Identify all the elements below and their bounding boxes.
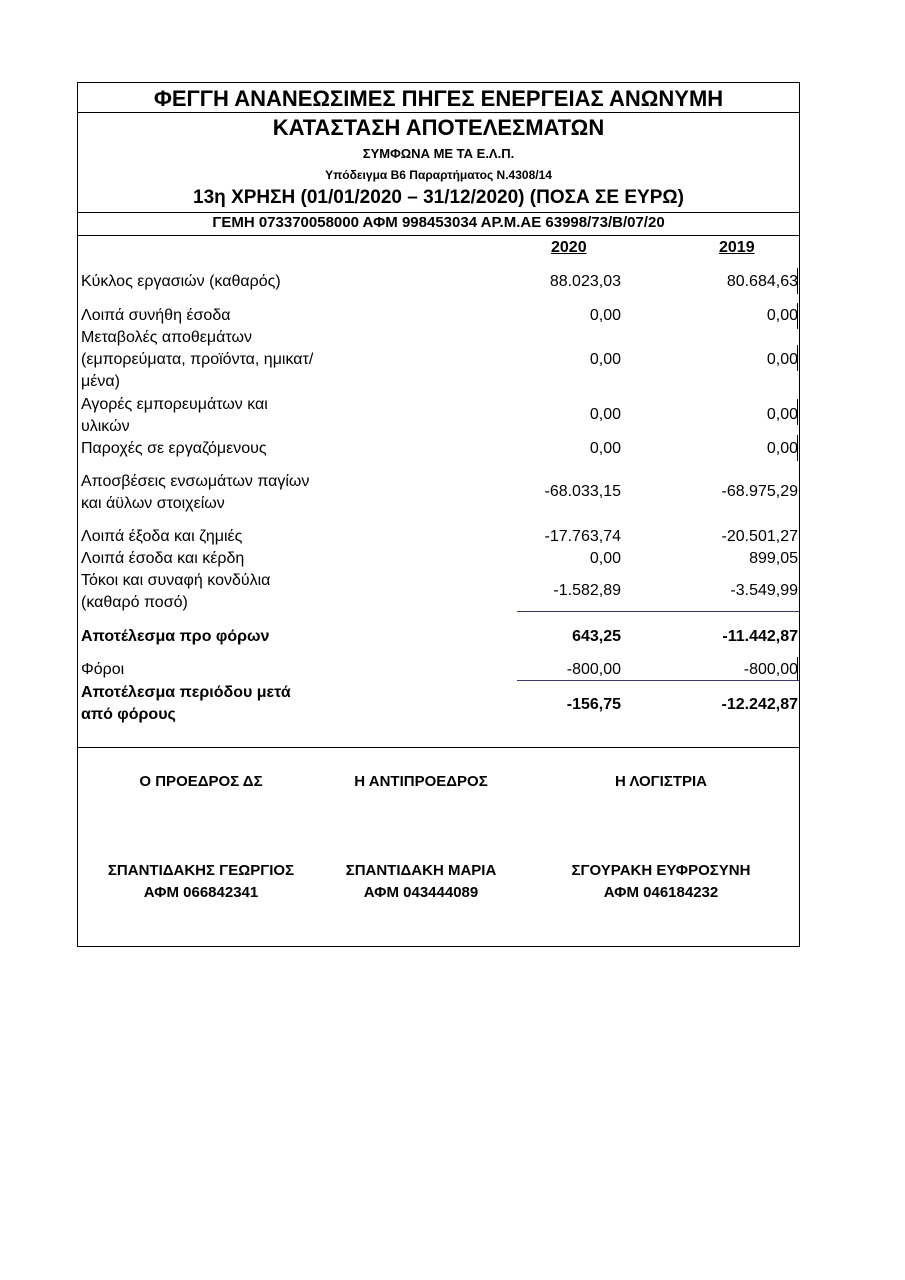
row-value-2020: -68.033,15 xyxy=(544,483,621,500)
row-value-2020: 0,00 xyxy=(589,307,621,324)
row-label: Παροχές σε εργαζόμενους xyxy=(81,440,267,457)
row-value-2019: -20.501,27 xyxy=(721,528,798,545)
cell-border xyxy=(797,399,798,425)
statement-frame xyxy=(77,82,800,947)
signature-name: ΣΠΑΝΤΙΔΑΚΗΣ ΓΕΩΡΓΙΟΣ xyxy=(107,862,295,879)
signature-afm: ΑΦΜ 043444089 xyxy=(363,884,479,901)
signature-afm: ΑΦΜ 046184232 xyxy=(603,884,719,901)
row-value-2020: 88.023,03 xyxy=(549,273,621,290)
row-label: Κύκλος εργασιών (καθαρός) xyxy=(81,273,281,290)
row-label: Λοιπά έξοδα και ζημιές xyxy=(81,528,243,545)
signature-name: ΣΠΑΝΤΙΔΑΚΗ ΜΑΡΙΑ xyxy=(345,862,497,879)
statement-title: ΚΑΤΑΣΤΑΣΗ ΑΠΟΤΕΛΕΣΜΑΤΩΝ xyxy=(272,115,605,140)
cell-border xyxy=(797,303,798,329)
registry-line: ΓΕΜΗ 073370058000 ΑΦΜ 998453034 ΑΡ.Μ.ΑΕ 63998/73/Β/07/20 xyxy=(212,214,665,231)
cell-border xyxy=(797,345,798,371)
row-value-2020: -800,00 xyxy=(566,661,621,678)
column-header-2020: 2020 xyxy=(551,239,587,256)
row-value-2020: 0,00 xyxy=(589,550,621,567)
statement-template-note: Υπόδειγμα Β6 Παραρτήματος Ν.4308/14 xyxy=(325,168,552,182)
row-value-2019: 899,05 xyxy=(749,550,798,567)
row-value-2019: -3.549,99 xyxy=(730,582,798,599)
row-value-2019: 0,00 xyxy=(766,351,798,368)
row-label: Μεταβολές αποθεμάτων (εμπορεύματα, προϊόντα, ημικατ/μένα) xyxy=(81,329,314,390)
row-value-2019: -800,00 xyxy=(743,661,798,678)
row-value-2020: -156,75 xyxy=(566,696,621,713)
row-label: Αποσβέσεις ενσωμάτων παγίων και άϋλων στοιχείων xyxy=(81,473,310,512)
row-label: Αποτέλεσμα προ φόρων xyxy=(81,628,270,645)
row-label: Αποτέλεσμα περιόδου μετά από φόρους xyxy=(81,684,291,723)
row-value-2019: -11.442,87 xyxy=(722,628,798,645)
cell-border xyxy=(797,268,798,294)
divider xyxy=(78,112,799,113)
row-label: Λοιπά έσοδα και κέρδη xyxy=(81,550,245,567)
company-name: ΦΕΓΓΗ ΑΝΑΝΕΩΣΙΜΕΣ ΠΗΓΕΣ ΕΝΕΡΓΕΙΑΣ ΑΝΩΝΥΜΗ xyxy=(153,86,724,111)
divider xyxy=(78,212,799,213)
statement-subtitle: ΣΥΜΦΩΝΑ ΜΕ ΤΑ Ε.Λ.Π. xyxy=(362,146,515,161)
signature-afm: ΑΦΜ 066842341 xyxy=(143,884,259,901)
row-value-2020: 0,00 xyxy=(589,406,621,423)
row-value-2020: -17.763,74 xyxy=(544,528,621,545)
fiscal-period: 13η ΧΡΗΣΗ (01/01/2020 – 31/12/2020) (ΠΟΣΑ ΣΕ ΕΥΡΩ) xyxy=(193,187,684,208)
row-label: Τόκοι και συναφή κονδύλια (καθαρό ποσό) xyxy=(81,572,271,611)
divider xyxy=(78,235,799,236)
divider xyxy=(78,747,799,748)
row-value-2020: 0,00 xyxy=(589,440,621,457)
row-value-2019: -68.975,29 xyxy=(721,483,798,500)
subtotal-underline xyxy=(517,611,799,612)
row-value-2019: -12.242,87 xyxy=(721,696,798,713)
row-value-2020: -1.582,89 xyxy=(553,582,621,599)
cell-border xyxy=(797,435,798,461)
row-value-2019: 0,00 xyxy=(766,406,798,423)
signature-role: Η ΑΝΤΙΠΡΟΕΔΡΟΣ xyxy=(354,773,488,790)
total-underline xyxy=(517,680,799,681)
row-value-2019: 0,00 xyxy=(766,307,798,324)
signature-role: Ο ΠΡΟΕΔΡΟΣ ΔΣ xyxy=(139,773,263,790)
row-label: Λοιπά συνήθη έσοδα xyxy=(81,307,231,324)
cell-border xyxy=(797,657,798,681)
signature-name: ΣΓΟΥΡΑΚΗ ΕΥΦΡΟΣΥΝΗ xyxy=(571,862,751,879)
row-value-2019: 0,00 xyxy=(766,440,798,457)
row-label: Φόροι xyxy=(81,661,125,678)
row-value-2019: 80.684,63 xyxy=(726,273,798,290)
row-value-2020: 0,00 xyxy=(589,351,621,368)
row-value-2020: 643,25 xyxy=(572,628,621,645)
column-header-2019: 2019 xyxy=(719,239,755,256)
signature-role: Η ΛΟΓΙΣΤΡΙΑ xyxy=(614,773,708,790)
row-label: Αγορές εμπορευμάτων και υλικών xyxy=(81,396,268,435)
